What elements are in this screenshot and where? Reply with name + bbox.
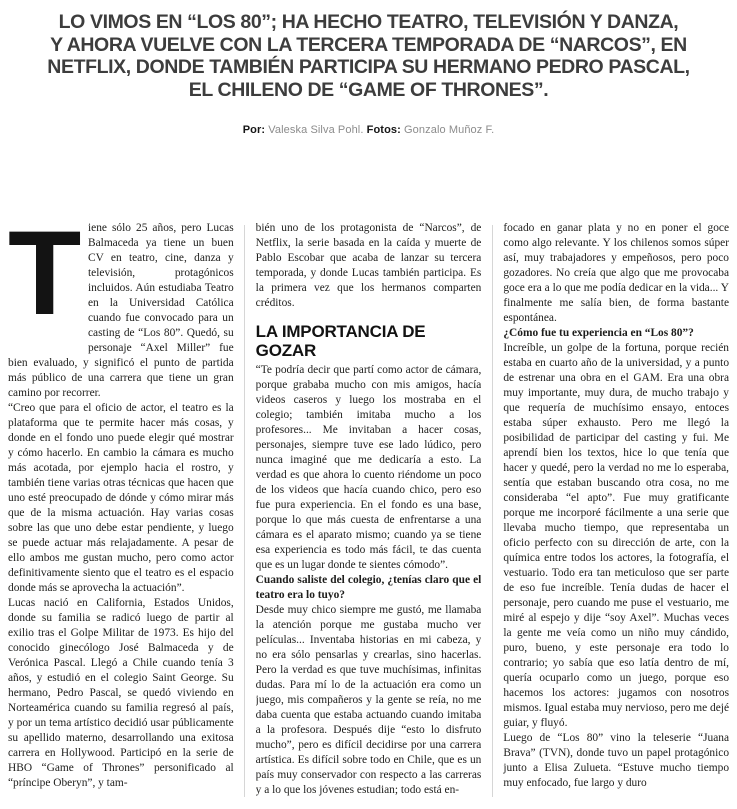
headline-line: EL CHILENO DE “GAME OF THRONES”.	[188, 78, 549, 101]
interview-question: Cuando saliste del colegio, ¿tenías claro que el teatro era lo tuyo?	[255, 574, 482, 601]
body-paragraph: Increíble, un golpe de la fortuna, porque recién estaba en cuarto año de la universidad, y a punto de estrenar una obra en el GAM. Era una obra muy importante, muy dura, de mucho trabajo y que requería de muchísimo ensayo, entoces estaba súper exhausto. Pero me llegó la posibilidad de participar del casting y fui. Me aprendí bien los textos, hice lo que tenía que hacer y quedé, pero la verdad no me lo esperaba, sentía que estaban buscando otra cosa, no me consideraba “el apto”. Fue muy gratificante porque me incorporé fácilmente a una serie que llevaba mucho tiempo, que representaba un oficio perfecto con su dirección de arte, con la química entre todos los actores, la fotografía, el vestuario. Todo era tan meticuloso que ser parte de eso fue increíble. Tenía dudas de hacer el personaje, pero cuando me puse el vestuario, me miré al espejo y dije “soy Axel”. Muchas veces la gente me veía como un niño muy cándido, puro, bueno, y este personaje era todo lo contrario; yo sabía que eso latía dentro de mí, quería ocuparlo como un juego, porque eso hacemos los actores: jugamos con nosotros mismos. Igual estaba muy nervioso, pero me dejé guiar, y fluyó.	[503, 342, 730, 729]
byline-fotos-label: Fotos:	[366, 124, 401, 136]
column-divider	[492, 225, 493, 797]
byline-por-label: Por:	[242, 124, 266, 136]
headline-line: LO VIMOS EN “LOS 80”; HA HECHO TEATRO, TELEVISIÓN Y DANZA,	[58, 11, 679, 33]
body-paragraph: Tiene sólo 25 años, pero Lucas Balmaceda ya tiene un buen CV en teatro, cine, danza y televisión, protagónicos incluidos. Aún estudiaba Teatro en la Universidad Católica cuando fue convocado para un casting de “Los 80”. Quedó, su personaje “Axel Miller” fue bien evaluado, y significó el punto de partida más público de una carrera que tiene un gran camino por recorrer.	[8, 221, 234, 399]
interview-question: ¿Cómo fue tu experiencia en “Los 80”?	[503, 327, 694, 339]
byline-author: Valeska Silva Pohl.	[265, 124, 367, 136]
byline-photographer: Gonzalo Muñoz F.	[400, 124, 495, 136]
article-header	[0, 0, 737, 137]
body-paragraph: “Creo que para el oficio de actor, el teatro es la plataforma que te permite hacer más cosas, y donde en el fondo uno puede elegir qué mostrar y cómo hacerlo. En cambio la cámara es mucho más acotada, por ejemplo hacia el rostro, y también tiene varias otras técnicas que hacen que uno esté preocupado de dónde y cómo mirar más que de la misma actuación. Hay varias cosas sobre las que uno debe estar pendiente, y luego se puede actuar más relajadamente. A pesar de ello ambos me gustan mucho, pero como actor definitivamente siento que el teatro es el espacio donde más se aprovecha la actuación”.	[8, 402, 234, 594]
article-body	[8, 221, 729, 809]
body-paragraph: Luego de “Los 80” vino la teleserie “Juana Brava” (TVN), donde tuvo un papel protagónico junto a Elisa Zulueta. “Estuve mucho tiempo muy enfocado, fue largo y duro	[503, 732, 730, 789]
body-paragraph: focado en ganar plata y no en poner el goce como algo relevante. Y los chilenos somos súper así, muy trabajadores y empeñosos, pero poco gozadores. No creía que algo que me provocaba goce era a lo que me podía dedicar en la vida... Y finalmente me salía bien, de forma bastante espontánea.	[503, 222, 730, 324]
body-paragraph: Lucas nació en California, Estados Unidos, donde su familia se radicó luego de partir al exilio tras el Golpe Militar de 1973. Es hijo del conocido ginecólogo José Balmaceda y de Verónica Pascal. Llegó a Chile cuando tenía 3 años, y estudió en el colegio Saint George. Su hermano, Pedro Pascal, se quedó viviendo en Norteamérica cuando su familia regresó al país, y por un tema artístico decidió usar públicamente su apellido materno, desarrollando una exitosa carrera en Hollywood. Participó en la serie de HBO “Game of Thrones” personificado al “príncipe Oberyn”, y tam-	[8, 597, 234, 789]
body-paragraph: Desde muy chico siempre me gustó, me llamaba la atención porque me gustaba mucho ver películas... Inventaba historias en mi cabeza, y no era sólo pensarlas y crearlas, sino hacerlas. Pero la verdad es que tuve muchísimas, infinitas dudas. Para mí lo de la actuación era como un juego, mis compañeros y la gente se reía, no me daba cuenta que estaba actuando cuando imitaba a la profesora. Después dije “esto lo disfruto mucho”, pero es difícil decidirse por una carrera artística. Es difícil sobre todo en Chile, que es un país muy conservador con respecto a las carreras y a lo que los jóvenes estudian; todo está en-	[255, 604, 482, 796]
headline-line: NETFLIX, DONDE TAMBIÉN PARTICIPA SU HERMANO PEDRO PASCAL,	[47, 56, 690, 78]
text-column-1	[8, 221, 234, 809]
text-column-2	[256, 221, 482, 809]
section-subheading: LA IMPORTANCIA DE GOZAR	[255, 322, 426, 360]
byline	[0, 124, 737, 137]
body-paragraph: bién uno de los protagonista de “Narcos”, de Netflix, la serie basada en la caída y muerte de Pablo Escobar que acaba de lanzar su tercera temporada, y donde Lucas también participa. Es la primera vez que los hermanos comparten créditos.	[255, 222, 482, 309]
body-paragraph: “Te podría decir que partí como actor de cámara, porque grababa mucho con mis amigos, hacía videos caseros y luego los mostraba en el colegio; también imitaba mucho a los profesores... Me invitaban a hacer cosas, personajes, siempre tuve ese lado lúdico, pero nunca imaginé que me dedicaría a esto. La verdad es que ahora lo cuento riéndome un poco de los videos que hacía cuando chico, pero eso fue pura experiencia. En el fondo es una base, porque lo que más cuesta de enfrentarse a una cámara es el aparato mismo; cuando ya se tiene esa experiencia es todo más fácil, te das cuenta que es un lugar donde te sientes cómodo”.	[255, 364, 482, 571]
column-divider	[244, 225, 245, 797]
text-column-3	[503, 221, 729, 809]
drop-cap: T	[8, 221, 82, 340]
headline	[0, 0, 737, 101]
headline-line: Y AHORA VUELVE CON LA TERCERA TEMPORADA DE “NARCOS”, EN	[50, 33, 687, 56]
